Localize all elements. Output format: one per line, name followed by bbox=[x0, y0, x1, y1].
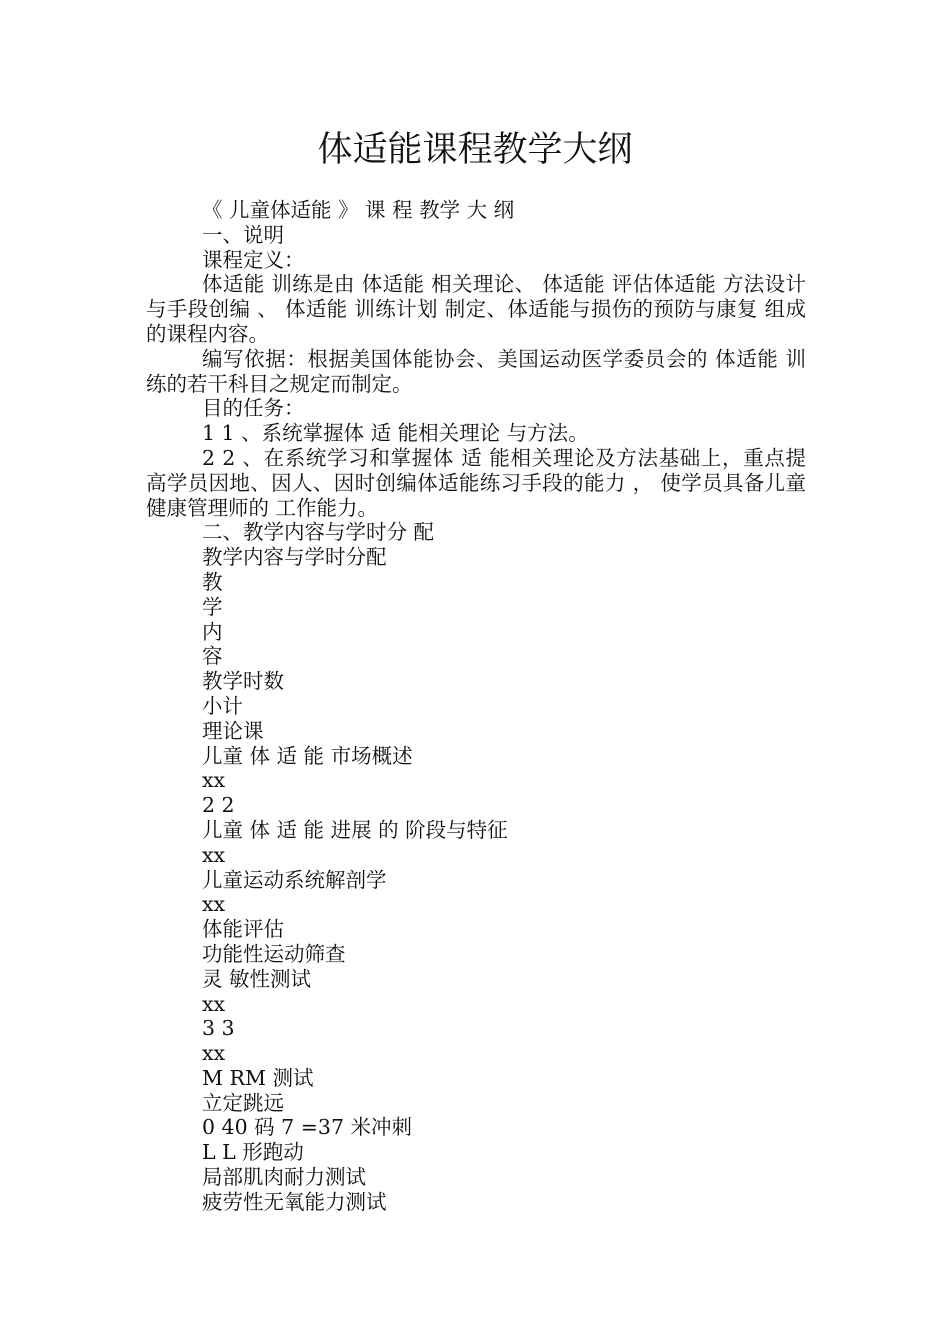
content-line: xx bbox=[202, 1041, 226, 1066]
content-line: 体能评估 bbox=[202, 917, 284, 942]
task-item-2: 2 2 、在系统学习和掌握体 适 能相关理论及方法基础上，重点提高学员因地、因人、因时创编体适能练习手段的能力 ， 使学员具备儿童健康管理师的 工作能力。 bbox=[146, 445, 806, 520]
content-line: xx bbox=[202, 991, 226, 1016]
content-line: 2 2 bbox=[202, 793, 235, 818]
content-line: 灵 敏性测试 bbox=[202, 966, 312, 991]
document-title: 体适能课程教学大纲 bbox=[317, 130, 633, 170]
content-line: 局部肌肉耐力测试 bbox=[202, 1165, 366, 1190]
content-line: 儿童 体 适 能 进展 的 阶段与特征 bbox=[202, 817, 508, 842]
content-line: 内 bbox=[202, 619, 223, 644]
course-subtitle: 《 儿童体适能 》 课 程 教学 大 纲 bbox=[202, 198, 515, 222]
content-line: 3 3 bbox=[202, 1016, 235, 1041]
content-line: 儿童 体 适 能 市场概述 bbox=[202, 743, 413, 768]
content-line: 理论课 bbox=[202, 718, 264, 743]
content-line: 立定跳远 bbox=[202, 1090, 284, 1115]
content-line: 教学时数 bbox=[202, 669, 284, 694]
content-line: 教 bbox=[202, 569, 223, 594]
content-line: 疲劳性无氧能力测试 bbox=[202, 1189, 387, 1214]
basis-paragraph: 编写依据：根据美国体能协会、美国运动医学委员会的 体适能 训练的若干科目之规定而制定。 bbox=[146, 346, 806, 396]
content-line: xx bbox=[202, 892, 226, 917]
content-line: 小计 bbox=[202, 693, 243, 718]
content-line: 0 40 码 7 =37 米冲刺 bbox=[202, 1115, 413, 1140]
content-line: L L 形跑动 bbox=[202, 1140, 304, 1165]
document-body bbox=[146, 198, 806, 1215]
content-line: xx bbox=[202, 842, 226, 867]
content-line: 学 bbox=[202, 594, 223, 619]
content-line: 教学内容与学时分配 bbox=[202, 545, 387, 570]
content-line: M RM 测试 bbox=[202, 1065, 314, 1090]
definition-label: 课程定义： bbox=[202, 247, 305, 272]
section-heading-content: 二、教学内容与学时分 配 bbox=[202, 520, 435, 545]
task-item-1: 1 1 、系统掌握体 适 能相关理论 与方法。 bbox=[202, 421, 589, 446]
content-line: 容 bbox=[202, 644, 223, 669]
content-line: 儿童运动系统解剖学 bbox=[202, 867, 387, 892]
content-line: 功能性运动筛查 bbox=[202, 941, 346, 966]
tasks-label: 目的任务： bbox=[202, 396, 305, 421]
content-line: xx bbox=[202, 768, 226, 793]
definition-paragraph: 体适能 训练是由 体适能 相关理论、 体适能 评估体适能 方法设计与手段创编 、 体适能 训练计划 制定、体适能与损伤的预防与康复 组成的课程内容。 bbox=[146, 272, 806, 346]
section-heading-explanation: 一、说明 bbox=[202, 222, 284, 247]
